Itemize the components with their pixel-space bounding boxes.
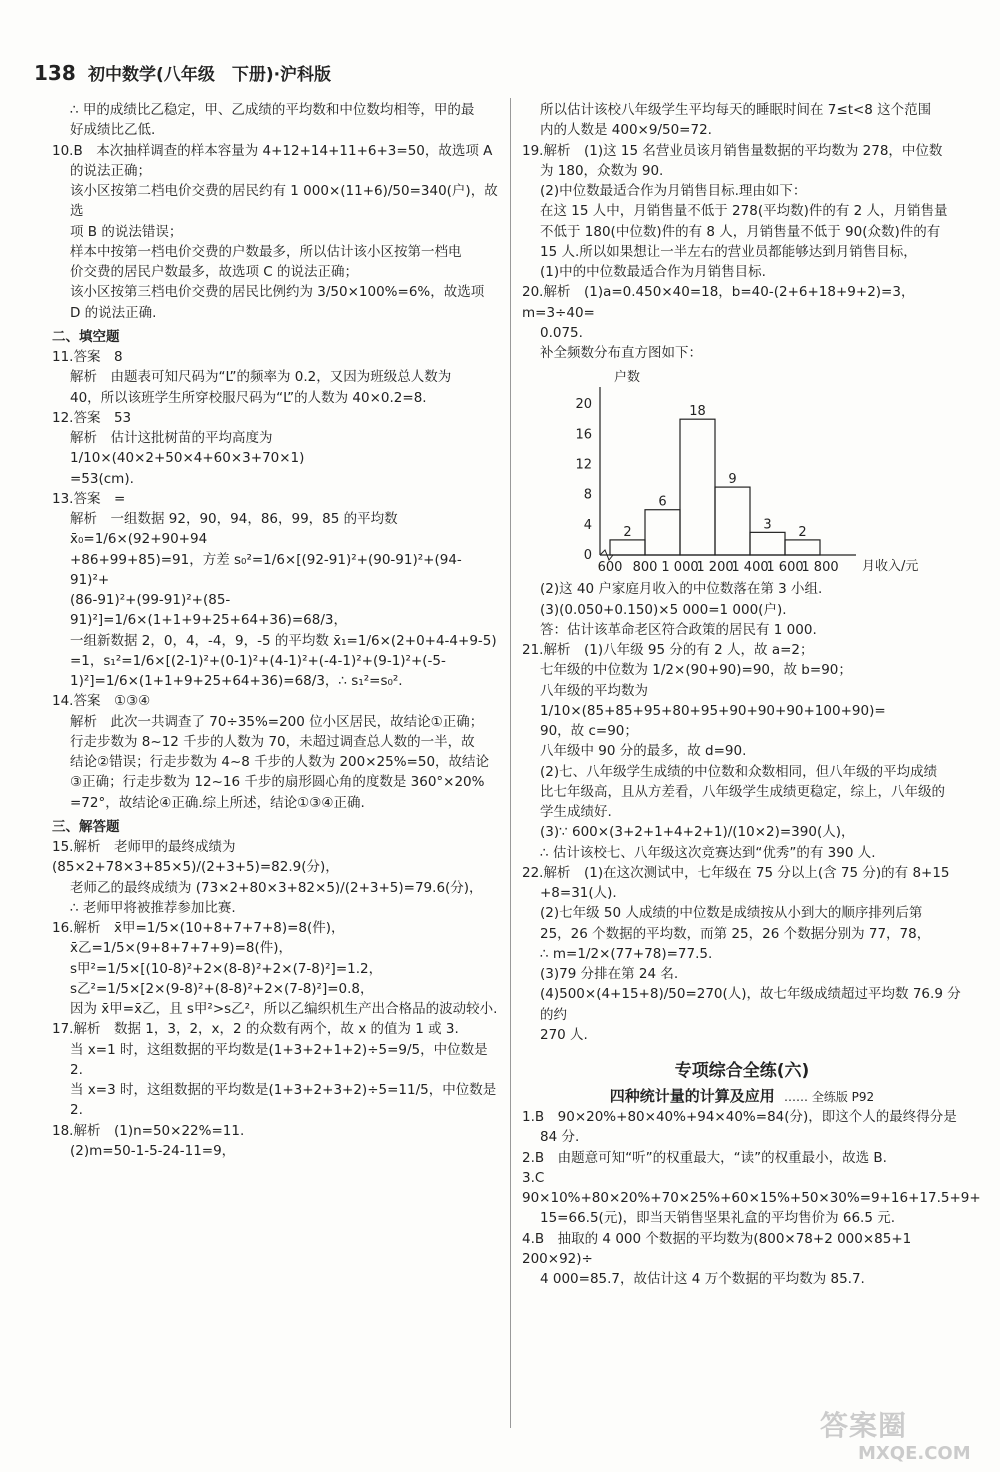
answer-19: 19.解析 (1)这 15 名营业员该月销售量数据的平均数为 278，中位数 bbox=[522, 142, 943, 159]
text-line: (3)∵ 600×(3+2+1+4+2+1)/(10×2)=390(人)， bbox=[540, 824, 855, 841]
text-line: ③正确；行走步数为 12~16 千步的扇形圆心角的度数是 360°×20% bbox=[70, 774, 485, 791]
text-line: 90，故 c=90； bbox=[540, 723, 638, 739]
text-line: D 的说法正确. bbox=[70, 304, 157, 321]
page-header bbox=[34, 58, 974, 92]
y-tick-label: 20 bbox=[575, 397, 592, 413]
x-tick-label: 1 800 bbox=[801, 560, 839, 576]
text-line: 内的人数是 400×9/50=72. bbox=[540, 122, 712, 139]
text-line: 当 x=1 时，这组数据的平均数是(1+3+2+1+2)÷5=9/5，中位数是 2. bbox=[70, 1041, 488, 1078]
right-column bbox=[522, 100, 981, 1289]
text-line: 好成绩比乙低. bbox=[70, 122, 156, 139]
y-tick-label: 0 bbox=[583, 548, 592, 564]
left-column bbox=[52, 100, 500, 1161]
text-line: =72°，故结论④正确.综上所述，结论①③④正确. bbox=[70, 794, 365, 811]
text-line: 项 B 的说法错误； bbox=[70, 223, 183, 240]
y-tick-label: 4 bbox=[583, 518, 592, 534]
text-line: 样本中按第一档电价交费的户数最多，所以估计该小区按第一档电 bbox=[70, 243, 462, 260]
practice-3: 3.C 90×10%+80×20%+70×25%+60×15%+50×30%=9+16+17.5+9+ bbox=[522, 1169, 981, 1206]
text-line: 不低于 180(中位数)件的有 8 人，月销售量不低于 90(众数)件的有 bbox=[540, 223, 941, 240]
x-axis-label: 月收入/元 bbox=[862, 559, 919, 575]
histogram-bar bbox=[680, 419, 715, 555]
text-line: 七年级的中位数为 1/2×(90+90)=90，故 b=90； bbox=[540, 662, 852, 679]
text-line: 的说法正确； bbox=[70, 162, 151, 179]
text-line: (2)七年级 50 人成绩的中位数是成绩按从小到大的顺序排列后第 bbox=[540, 905, 923, 922]
answer-16: 16.解析 x̄甲=1/5×(10+8+7+7+8)=8(件)， bbox=[52, 920, 345, 936]
y-axis-label: 户数 bbox=[614, 370, 641, 386]
practice-4: 4.B 抽取的 4 000 个数据的平均数为(800×78+2 000×85+1 200×92)÷ bbox=[522, 1230, 912, 1267]
text-line: (3)(0.050+0.150)×5 000=1 000(户). bbox=[540, 601, 787, 618]
practice-1: 1.B 90×20%+80×40%+94×40%=84(分)，即这个人的最终得分是 bbox=[522, 1109, 957, 1125]
text-line: 该小区按第二档电价交费的居民约有 1 000×(11+6)/50=340(户)，故选 bbox=[70, 183, 498, 220]
text-line: (1)中的中位数最适合作为月销售目标. bbox=[540, 264, 766, 280]
histogram-chart bbox=[526, 365, 946, 579]
histogram-bar bbox=[610, 540, 645, 555]
text-line: (86-91)²+(99-91)²+(85-91)²]=1/6×(1+1+9+25+64+36)=68/3， bbox=[70, 592, 347, 629]
text-line: 八年级的平均数为 1/10×(85+85+95+80+95+90+90+90+100+90)= bbox=[540, 682, 886, 719]
x-tick-label: 1 400 bbox=[731, 560, 769, 576]
text-line: 比七年级高，且从方差看，八年级学生成绩更稳定，综上，八年级的 bbox=[540, 783, 945, 800]
answer-18: 18.解析 (1)n=50×22%=11. bbox=[52, 1122, 245, 1139]
text-line: x̄乙=1/5×(9+8+7+7+9)=8(件)， bbox=[70, 940, 292, 957]
bar-value-label: 18 bbox=[689, 404, 706, 420]
bars bbox=[610, 404, 820, 555]
text-line: 该小区按第三档电价交费的居民比例约为 3/50×100%=6%，故选项 bbox=[70, 284, 485, 301]
answer-14: 14.答案 ①③④ bbox=[52, 693, 151, 710]
x-tick-label: 600 bbox=[597, 560, 623, 576]
answer-12: 12.答案 53 bbox=[52, 409, 132, 426]
text-line: 15=66.5(元)，即当天销售坚果礼盒的平均售价为 66.5 元. bbox=[540, 1210, 896, 1227]
text-line: +8=31(人). bbox=[540, 885, 617, 901]
text-line: 解析 估计这批树苗的平均高度为 1/10×(40×2+50×4+60×3+70×1) bbox=[70, 430, 305, 467]
text-line: 解析 由题表可知尺码为“L”的频率为 0.2，又因为班级总人数为 bbox=[70, 369, 452, 386]
histogram-bar bbox=[645, 510, 680, 555]
section-heading: 二、填空题 bbox=[52, 328, 120, 345]
text-line: 答：估计该革命老区符合政策的居民有 1 000. bbox=[540, 621, 817, 638]
book-title: 初中数学(八年级 下册)·沪科版 bbox=[88, 65, 332, 85]
text-line: 解析 此次一共调查了 70÷35%=200 位小区居民，故结论①正确； bbox=[70, 713, 484, 730]
text-line: 一组新数据 2，0，4，-4，9，-5 的平均数 x̄₁=1/6×(2+0+4-4+9-5) bbox=[70, 632, 497, 649]
column-divider bbox=[510, 98, 511, 1428]
answer-15: 15.解析 老师甲的最终成绩为 (85×2+78×3+85×5)/(2+3+5)=82.9(分)， bbox=[52, 839, 339, 876]
text-line: +86+99+85)=91，方差 s₀²=1/6×[(92-91)²+(90-91)²+(94-91)²+ bbox=[70, 551, 462, 588]
watermark-url: MXQE.COM bbox=[858, 1443, 971, 1464]
text-line: (2)这 40 户家庭月收入的中位数落在第 3 小组. bbox=[540, 581, 823, 598]
text-line: ∴ m=1/2×(77+78)=77.5. bbox=[540, 945, 713, 962]
x-tick-label: 1 000 bbox=[661, 560, 699, 576]
text-line: 270 人. bbox=[540, 1026, 588, 1043]
y-tick-label: 16 bbox=[575, 427, 592, 443]
text-line: =53(cm). bbox=[70, 470, 134, 487]
topic-heading bbox=[522, 1085, 962, 1108]
text-line: ∴ 甲的成绩比乙稳定，甲、乙成绩的平均数和中位数均相等，甲的最 bbox=[70, 102, 475, 118]
topic-reference: …… 全练版 P92 bbox=[784, 1089, 875, 1104]
text-line: 84 分. bbox=[540, 1129, 580, 1146]
x-tick-label: 1 600 bbox=[766, 560, 804, 576]
text-line: 行走步数为 8~12 千步的人数为 70，未超过调查总人数的一半，故 bbox=[70, 733, 475, 750]
y-tick-label: 8 bbox=[583, 487, 592, 503]
bar-value-label: 9 bbox=[728, 472, 737, 488]
bar-value-label: 2 bbox=[623, 525, 632, 541]
watermark-logo: 答案圈 bbox=[820, 1409, 908, 1442]
text-line: 所以估计该校八年级学生平均每天的睡眠时间在 7≤t<8 这个范围 bbox=[540, 102, 932, 118]
text-line: 结论②错误；行走步数为 4~8 千步的人数为 200×25%=50，故结论 bbox=[70, 754, 490, 770]
text-line: (4)500×(4+15+8)/50=270(人)，故七年级成绩超过平均数 76.9 分的约 bbox=[540, 986, 961, 1023]
text-line: s乙²=1/5×[2×(9-8)²+(8-8)²+2×(7-8)²]=0.8， bbox=[70, 980, 374, 997]
x-tick-label: 800 bbox=[632, 560, 658, 576]
x-tick-labels bbox=[598, 560, 839, 575]
section-title: 专项综合全练(六) bbox=[674, 1061, 810, 1081]
text-line: 0.075. bbox=[540, 324, 583, 341]
text-line: 补全频数分布直方图如下： bbox=[540, 345, 702, 361]
text-line: 15 人.所以如果想让一半左右的营业员都能够达到月销售目标， bbox=[540, 243, 917, 260]
y-tick-label: 12 bbox=[575, 457, 592, 473]
practice-2: 2.B 由题意可知“听”的权重最大，“读”的权重最小，故选 B. bbox=[522, 1149, 887, 1166]
text-line: 老师乙的最终成绩为 (73×2+80×3+82×5)/(2+3+5)=79.6(分)， bbox=[70, 879, 483, 896]
y-tick-labels bbox=[575, 397, 592, 563]
text-line: 在这 15 人中，月销售量不低于 278(平均数)件的有 2 人，月销售量 bbox=[540, 203, 948, 220]
answer-11: 11.答案 8 bbox=[52, 349, 123, 365]
answer-10: 10.B 本次抽样调查的样本容量为 4+12+14+11+6+3=50，故选项 A bbox=[52, 142, 493, 159]
text-line: ∴ 估计该校七、八年级这次竞赛达到“优秀”的有 390 人. bbox=[540, 844, 876, 861]
page-number: 138 bbox=[34, 61, 76, 85]
x-tick-label: 1 200 bbox=[696, 560, 734, 576]
histogram-bar bbox=[785, 540, 820, 555]
text-line: =1，s₁²=1/6×[(2-1)²+(0-1)²+(4-1)²+(-4-1)²+(9-1)²+(-5- bbox=[70, 652, 446, 669]
answer-20: 20.解析 (1)a=0.450×40=18，b=40-(2+6+18+9+2)=3，m=3÷40= bbox=[522, 284, 915, 321]
text-line: 当 x=3 时，这组数据的平均数是(1+3+2+3+2)÷5=11/5，中位数是 2. bbox=[70, 1082, 497, 1119]
text-line: 1)²]=1/6×(1+1+9+25+64+36)=68/3，∴ s₁²=s₀². bbox=[70, 673, 403, 689]
text-line: ∴ 老师甲将被推荐参加比赛. bbox=[70, 899, 236, 916]
text-line: 40，所以该班学生所穿校服尺码为“L”的人数为 40×0.2=8. bbox=[70, 389, 427, 406]
text-line: s甲²=1/5×[(10-8)²+2×(8-8)²+2×(7-8)²]=1.2， bbox=[70, 960, 383, 977]
text-line: 4 000=85.7，故估计这 4 万个数据的平均数为 85.7. bbox=[540, 1271, 865, 1287]
bar-value-label: 2 bbox=[798, 525, 807, 541]
text-line: 价交费的居民户数最多，故选项 C 的说法正确； bbox=[70, 264, 359, 280]
text-line: (2)七、八年级学生成绩的中位数和众数相同，但八年级的平均成绩 bbox=[540, 763, 938, 780]
text-line: 25，26 个数据的平均数，而第 25，26 个数据分别为 77，78， bbox=[540, 925, 931, 942]
answer-17: 17.解析 数据 1，3，2，x，2 的众数有两个，故 x 的值为 1 或 3. bbox=[52, 1021, 459, 1038]
text-line: 八年级中 90 分的最多，故 d=90. bbox=[540, 743, 747, 760]
text-line: 为 180，众数为 90. bbox=[540, 162, 664, 179]
text-line: 学生成绩好. bbox=[540, 804, 612, 820]
topic-title: 四种统计量的计算及应用 bbox=[609, 1086, 775, 1105]
histogram-bar bbox=[715, 487, 750, 555]
bar-value-label: 6 bbox=[658, 494, 667, 510]
text-line: (2)m=50-1-5-24-11=9， bbox=[70, 1142, 236, 1159]
text-line: 解析 一组数据 92，90，94，86，99，85 的平均数 x̄₀=1/6×(92+90+94 bbox=[70, 511, 398, 548]
bar-value-label: 3 bbox=[763, 517, 772, 533]
histogram-bar bbox=[750, 533, 785, 556]
text-line: (2)中位数最适合作为月销售目标.理由如下： bbox=[540, 183, 807, 199]
text-line: 因为 x̄甲=x̄乙，且 s甲²>s乙²，所以乙编织机生产出合格品的波动较小. bbox=[70, 1001, 498, 1017]
section-heading: 三、解答题 bbox=[52, 818, 120, 835]
answer-22: 22.解析 (1)在这次测试中，七年级在 75 分以上(含 75 分)的有 8+15 bbox=[522, 864, 950, 881]
answer-13: 13.答案 = bbox=[52, 490, 126, 507]
text-line: (3)79 分排在第 24 名. bbox=[540, 966, 679, 982]
answer-21: 21.解析 (1)八年级 95 分的有 2 人，故 a=2； bbox=[522, 642, 814, 658]
